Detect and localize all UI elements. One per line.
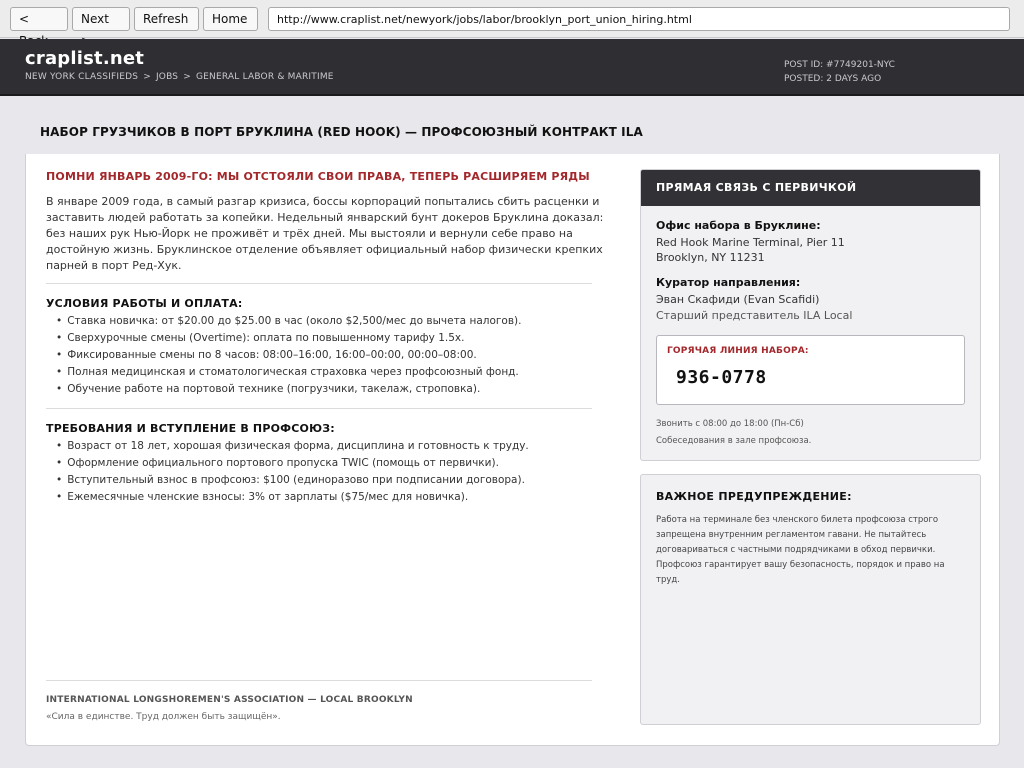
call-hours: Звонить с 08:00 до 18:00 (Пн-Сб) [656,419,804,429]
divider [46,283,592,284]
posted-date: POSTED: 2 DAYS AGO [784,74,882,84]
address-bar[interactable] [268,7,1010,31]
posting-intro: В январе 2009 года, в самый разгар кризиса, боссы корпораций попытались сбить расценки и заставить людей работать за копейки. Недельный январский бунт докеров Бруклина доказал: без наших рук Нью-Йорк не проживёт и трёх дней. Мы выстояли и вернули себе право на достойную жизнь. Бруклинское отделение объявляет официальный набор физически крепких парней в порт Ред-Хук. [46,195,604,272]
curator-role: Старший представитель ILA Local [656,309,853,322]
curator-name: Эван Скафиди (Evan Scafidi) [656,293,820,306]
warning-text: Работа на терминале без членского билета профсоюза строго запрещена внутренним регламентом гавани. Не пытайтесь договариваться с частными подрядчиками в обход первички. Профсоюз гарантирует вашу безопасность, порядок и право на труд. [656,515,945,585]
contact-box [640,169,981,461]
list-item: • Полная медицинская и стоматологическая страховка через профсоюзный фонд. [56,364,521,381]
list-item: • Вступительный взнос в профсоюз: $100 (единоразово при подписании договора). [56,472,529,489]
breadcrumb-separator: > [143,72,151,82]
conditions-list [56,313,521,398]
post-meta [784,58,895,86]
page-title: НАБОР ГРУЗЧИКОВ В ПОРТ БРУКЛИНА (RED HOOK) — ПРОФСОЮЗНЫЙ КОНТРАКТ ILA [40,125,643,139]
refresh-button[interactable]: Refresh [134,7,199,31]
office-label: Офис набора в Бруклине: [656,219,821,232]
browser-toolbar [0,0,1024,38]
breadcrumb-separator: > [183,72,191,82]
contact-header: ПРЯМАЯ СВЯЗЬ С ПЕРВИЧКОЙ [641,170,981,206]
posting-card [25,154,1000,746]
breadcrumb-general-labor[interactable]: GENERAL LABOR & MARITIME [195,72,334,82]
home-button[interactable]: Home [203,7,258,31]
list-item: • Обучение работе на портовой технике (погрузчики, такелаж, строповка). [56,381,521,398]
divider [46,408,592,409]
footer-motto: «Сила в единстве. Труд должен быть защищён». [46,712,281,722]
warning-title: ВАЖНОЕ ПРЕДУПРЕЖДЕНИЕ: [656,490,852,503]
list-item: • Ставка новичка: от $20.00 до $25.00 в час (около $2,500/мес до вычета налогов). [56,313,521,330]
office-address-line1: Red Hook Marine Terminal, Pier 11 [656,236,845,249]
back-button[interactable]: < [10,7,68,31]
posting-body [46,154,604,744]
hotline-label: ГОРЯЧАЯ ЛИНИЯ НАБОРА: [667,346,809,356]
hotline-box [656,335,965,405]
breadcrumb-new-york[interactable]: NEW YORK CLASSIFIEDS [25,72,139,82]
conditions-title: УСЛОВИЯ РАБОТЫ И ОПЛАТА: [46,297,243,310]
list-item: • Оформление официального портового пропуска TWIC (помощь от первички). [56,455,529,472]
office-address-line2: Brooklyn, NY 11231 [656,251,765,264]
footer-organization: INTERNATIONAL LONGSHOREMEN'S ASSOCIATION — LOCAL BROOKLYN [46,695,413,705]
warning-box [640,474,981,725]
breadcrumb [25,72,334,82]
requirements-title: ТРЕБОВАНИЯ И ВСТУПЛЕНИЕ В ПРОФСОЮЗ: [46,422,335,435]
posting-headline: ПОМНИ ЯНВАРЬ 2009-ГО: МЫ ОТСТОЯЛИ СВОИ ПРАВА, ТЕПЕРЬ РАСШИРЯЕМ РЯДЫ [46,170,590,183]
site-logo[interactable]: craplist.net [25,48,145,69]
interview-note: Собеседования в зале профсоюза. [656,436,812,446]
breadcrumb-jobs[interactable]: JOBS [155,72,179,82]
list-item: • Сверхурочные смены (Overtime): оплата по повышенному тарифу 1.5x. [56,330,521,347]
divider [46,680,592,681]
next-button[interactable]: Next [72,7,130,31]
post-id: POST ID: #7749201-NYC [784,60,895,70]
list-item: • Фиксированные смены по 8 часов: 08:00–16:00, 16:00–00:00, 00:00–08:00. [56,347,521,364]
hotline-phone-number[interactable]: 936-0778 [676,367,767,388]
list-item: • Возраст от 18 лет, хорошая физическая форма, дисциплина и готовность к труду. [56,438,529,455]
title-strip [25,114,1000,154]
list-item: • Ежемесячные членские взносы: 3% от зарплаты ($75/мес для новичка). [56,489,529,506]
requirements-list [56,438,529,506]
site-header [0,39,1024,96]
curator-label: Куратор направления: [656,276,801,289]
